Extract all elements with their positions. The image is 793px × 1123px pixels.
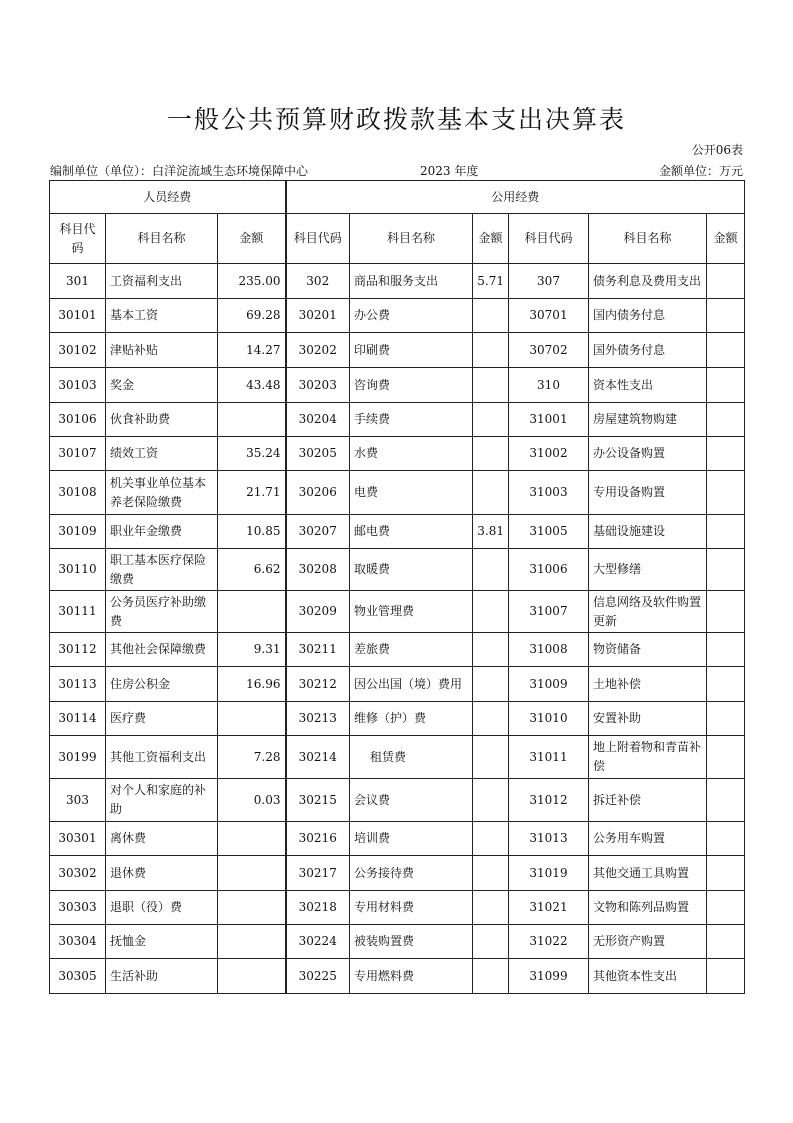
cell-code: 30216 [286, 822, 350, 856]
cell-amount [707, 822, 745, 856]
cell-name: 基础设施建设 [589, 515, 707, 549]
cell-name: 安置补助 [589, 702, 707, 736]
cell-code: 31013 [509, 822, 589, 856]
cell-amount [707, 264, 745, 299]
cell-amount [218, 591, 286, 633]
cell-name: 会议费 [350, 779, 473, 822]
cell-amount [473, 633, 509, 667]
cell-name: 医疗费 [106, 702, 218, 736]
cell-amount [218, 856, 286, 891]
cell-code: 30202 [286, 333, 350, 368]
cell-code: 30110 [50, 549, 106, 591]
group-header-row [50, 181, 745, 214]
cell-amount [707, 515, 745, 549]
table-row [50, 633, 745, 667]
cell-amount [707, 549, 745, 591]
table-row [50, 368, 745, 403]
cell-code: 30103 [50, 368, 106, 403]
column-header-name: 科目名称 [106, 214, 218, 264]
cell-code: 30204 [286, 403, 350, 437]
cell-name: 信息网络及软件购置更新 [589, 591, 707, 633]
cell-code: 30305 [50, 959, 106, 994]
cell-name: 房屋建筑物购建 [589, 403, 707, 437]
cell-amount [473, 471, 509, 515]
cell-name: 国外债务付息 [589, 333, 707, 368]
cell-name: 公务接待费 [350, 856, 473, 891]
table-row [50, 736, 745, 779]
cell-amount [707, 471, 745, 515]
table-row [50, 471, 745, 515]
table-row [50, 925, 745, 959]
cell-name: 手续费 [350, 403, 473, 437]
cell-code: 30225 [286, 959, 350, 994]
cell-name: 租赁费 [350, 736, 473, 779]
cell-code: 31021 [509, 891, 589, 925]
table-row [50, 856, 745, 891]
table-row [50, 591, 745, 633]
cell-name: 办公费 [350, 299, 473, 333]
cell-name: 差旅费 [350, 633, 473, 667]
cell-name: 抚恤金 [106, 925, 218, 959]
cell-code: 30111 [50, 591, 106, 633]
cell-amount [218, 959, 286, 994]
cell-code: 31007 [509, 591, 589, 633]
cell-name: 维修（护）费 [350, 702, 473, 736]
table-row [50, 437, 745, 471]
cell-code: 30701 [509, 299, 589, 333]
cell-amount [473, 437, 509, 471]
cell-name: 国内债务付息 [589, 299, 707, 333]
cell-name: 职工基本医疗保险缴费 [106, 549, 218, 591]
money-unit: 金额单位：万元 [658, 164, 743, 178]
cell-name: 被装购置费 [350, 925, 473, 959]
cell-name: 奖金 [106, 368, 218, 403]
cell-amount [473, 779, 509, 822]
cell-code: 30101 [50, 299, 106, 333]
cell-code: 30205 [286, 437, 350, 471]
cell-name: 退职（役）费 [106, 891, 218, 925]
cell-amount [473, 368, 509, 403]
cell-code: 30213 [286, 702, 350, 736]
cell-name: 基本工资 [106, 299, 218, 333]
cell-amount [218, 925, 286, 959]
cell-code: 31006 [509, 549, 589, 591]
cell-code: 30214 [286, 736, 350, 779]
cell-amount [707, 368, 745, 403]
cell-name: 因公出国（境）费用 [350, 667, 473, 702]
cell-name: 土地补偿 [589, 667, 707, 702]
cell-name: 退休费 [106, 856, 218, 891]
cell-amount: 16.96 [218, 667, 286, 702]
cell-name: 邮电费 [350, 515, 473, 549]
cell-amount [473, 856, 509, 891]
cell-amount [473, 403, 509, 437]
cell-name: 拆迁补偿 [589, 779, 707, 822]
table-row [50, 264, 745, 299]
column-header-name: 科目名称 [589, 214, 707, 264]
table-row [50, 891, 745, 925]
cell-code: 31011 [509, 736, 589, 779]
cell-amount [473, 591, 509, 633]
cell-name: 住房公积金 [106, 667, 218, 702]
form-number: 公开06表 [691, 143, 743, 157]
cell-amount [218, 403, 286, 437]
cell-code: 31022 [509, 925, 589, 959]
cell-name: 专用燃料费 [350, 959, 473, 994]
cell-name: 专用设备购置 [589, 471, 707, 515]
column-header-code: 科目代码 [509, 214, 589, 264]
cell-name: 伙食补助费 [106, 403, 218, 437]
column-header-code: 科目代码 [286, 214, 350, 264]
table-row [50, 333, 745, 368]
cell-amount [473, 667, 509, 702]
cell-amount: 43.48 [218, 368, 286, 403]
cell-amount [707, 591, 745, 633]
cell-code: 31008 [509, 633, 589, 667]
table-row [50, 549, 745, 591]
cell-name: 办公设备购置 [589, 437, 707, 471]
table-row [50, 779, 745, 822]
cell-code: 31019 [509, 856, 589, 891]
cell-code: 30304 [50, 925, 106, 959]
cell-code: 31003 [509, 471, 589, 515]
cell-amount [473, 702, 509, 736]
cell-amount [473, 299, 509, 333]
cell-name: 离休费 [106, 822, 218, 856]
cell-code: 31009 [509, 667, 589, 702]
table-row [50, 959, 745, 994]
cell-name: 公务员医疗补助缴费 [106, 591, 218, 633]
compiling-unit: 编制单位（单位）：白洋淀流域生态环境保障中心 [50, 164, 309, 178]
cell-code: 30207 [286, 515, 350, 549]
cell-amount [707, 925, 745, 959]
cell-amount [707, 299, 745, 333]
cell-name: 商品和服务支出 [350, 264, 473, 299]
cell-code: 31005 [509, 515, 589, 549]
fiscal-year: 2023 年度 [420, 164, 479, 178]
page-title: 一般公共预算财政拨款基本支出决算表 [166, 105, 626, 134]
cell-amount [707, 736, 745, 779]
cell-code: 31099 [509, 959, 589, 994]
cell-amount [473, 549, 509, 591]
cell-amount [473, 333, 509, 368]
cell-amount [707, 959, 745, 994]
cell-amount: 35.24 [218, 437, 286, 471]
cell-code: 30217 [286, 856, 350, 891]
cell-amount [707, 702, 745, 736]
cell-code: 30302 [50, 856, 106, 891]
cell-name: 职业年金缴费 [106, 515, 218, 549]
table-row [50, 822, 745, 856]
cell-amount [473, 891, 509, 925]
cell-amount: 14.27 [218, 333, 286, 368]
cell-name: 培训费 [350, 822, 473, 856]
table-row [50, 299, 745, 333]
cell-name: 电费 [350, 471, 473, 515]
cell-amount [473, 925, 509, 959]
cell-name: 资本性支出 [589, 368, 707, 403]
cell-amount [707, 633, 745, 667]
group-header-public: 公用经费 [286, 181, 745, 214]
cell-amount: 69.28 [218, 299, 286, 333]
column-header-amount: 金额 [473, 214, 509, 264]
cell-amount: 9.31 [218, 633, 286, 667]
cell-code: 30218 [286, 891, 350, 925]
cell-code: 30107 [50, 437, 106, 471]
cell-name: 专用材料费 [350, 891, 473, 925]
cell-amount [707, 891, 745, 925]
cell-name: 水费 [350, 437, 473, 471]
cell-name: 其他社会保障缴费 [106, 633, 218, 667]
cell-amount [218, 891, 286, 925]
cell-amount [707, 856, 745, 891]
cell-name: 津贴补贴 [106, 333, 218, 368]
cell-code: 30212 [286, 667, 350, 702]
cell-name: 文物和陈列品购置 [589, 891, 707, 925]
column-header-row [50, 214, 745, 264]
cell-amount [707, 333, 745, 368]
cell-amount: 7.28 [218, 736, 286, 779]
cell-amount: 0.03 [218, 779, 286, 822]
cell-amount: 10.85 [218, 515, 286, 549]
cell-name: 大型修缮 [589, 549, 707, 591]
cell-name: 物业管理费 [350, 591, 473, 633]
cell-name: 机关事业单位基本养老保险缴费 [106, 471, 218, 515]
cell-code: 31001 [509, 403, 589, 437]
cell-code: 30301 [50, 822, 106, 856]
cell-name: 对个人和家庭的补助 [106, 779, 218, 822]
cell-code: 30206 [286, 471, 350, 515]
cell-amount [707, 779, 745, 822]
cell-code: 30199 [50, 736, 106, 779]
cell-code: 30215 [286, 779, 350, 822]
cell-amount [707, 667, 745, 702]
cell-amount [707, 437, 745, 471]
cell-code: 30112 [50, 633, 106, 667]
cell-code: 307 [509, 264, 589, 299]
cell-name: 债务利息及费用支出 [589, 264, 707, 299]
cell-amount [473, 736, 509, 779]
column-header-amount: 金额 [218, 214, 286, 264]
cell-name: 生活补助 [106, 959, 218, 994]
cell-name: 取暖费 [350, 549, 473, 591]
cell-name: 咨询费 [350, 368, 473, 403]
cell-amount [473, 959, 509, 994]
cell-name: 绩效工资 [106, 437, 218, 471]
cell-name: 其他交通工具购置 [589, 856, 707, 891]
cell-amount [218, 702, 286, 736]
cell-code: 31002 [509, 437, 589, 471]
cell-name: 其他工资福利支出 [106, 736, 218, 779]
table-row [50, 403, 745, 437]
cell-amount [473, 822, 509, 856]
cell-amount: 3.81 [473, 515, 509, 549]
cell-code: 30203 [286, 368, 350, 403]
cell-code: 30224 [286, 925, 350, 959]
cell-code: 30106 [50, 403, 106, 437]
cell-code: 31012 [509, 779, 589, 822]
cell-code: 30209 [286, 591, 350, 633]
cell-code: 30201 [286, 299, 350, 333]
cell-amount [707, 403, 745, 437]
cell-code: 30208 [286, 549, 350, 591]
expenditure-table [49, 180, 745, 994]
cell-amount: 235.00 [218, 264, 286, 299]
cell-name: 物资储备 [589, 633, 707, 667]
cell-name: 地上附着物和青苗补偿 [589, 736, 707, 779]
cell-code: 310 [509, 368, 589, 403]
cell-code: 302 [286, 264, 350, 299]
cell-amount: 21.71 [218, 471, 286, 515]
column-header-name: 科目名称 [350, 214, 473, 264]
cell-code: 30211 [286, 633, 350, 667]
cell-amount: 5.71 [473, 264, 509, 299]
cell-amount [218, 822, 286, 856]
cell-code: 301 [50, 264, 106, 299]
cell-code: 30113 [50, 667, 106, 702]
cell-name: 印刷费 [350, 333, 473, 368]
cell-name: 公务用车购置 [589, 822, 707, 856]
cell-amount: 6.62 [218, 549, 286, 591]
cell-code: 30109 [50, 515, 106, 549]
cell-code: 30303 [50, 891, 106, 925]
group-header-personnel: 人员经费 [50, 181, 286, 214]
cell-code: 30702 [509, 333, 589, 368]
table-row [50, 515, 745, 549]
cell-code: 30114 [50, 702, 106, 736]
table-row [50, 702, 745, 736]
cell-name: 工资福利支出 [106, 264, 218, 299]
column-header-code: 科目代码 [50, 214, 106, 264]
cell-name: 无形资产购置 [589, 925, 707, 959]
cell-code: 30108 [50, 471, 106, 515]
cell-name: 其他资本性支出 [589, 959, 707, 994]
cell-code: 30102 [50, 333, 106, 368]
table-row [50, 667, 745, 702]
cell-code: 31010 [509, 702, 589, 736]
column-header-amount: 金额 [707, 214, 745, 264]
cell-code: 303 [50, 779, 106, 822]
